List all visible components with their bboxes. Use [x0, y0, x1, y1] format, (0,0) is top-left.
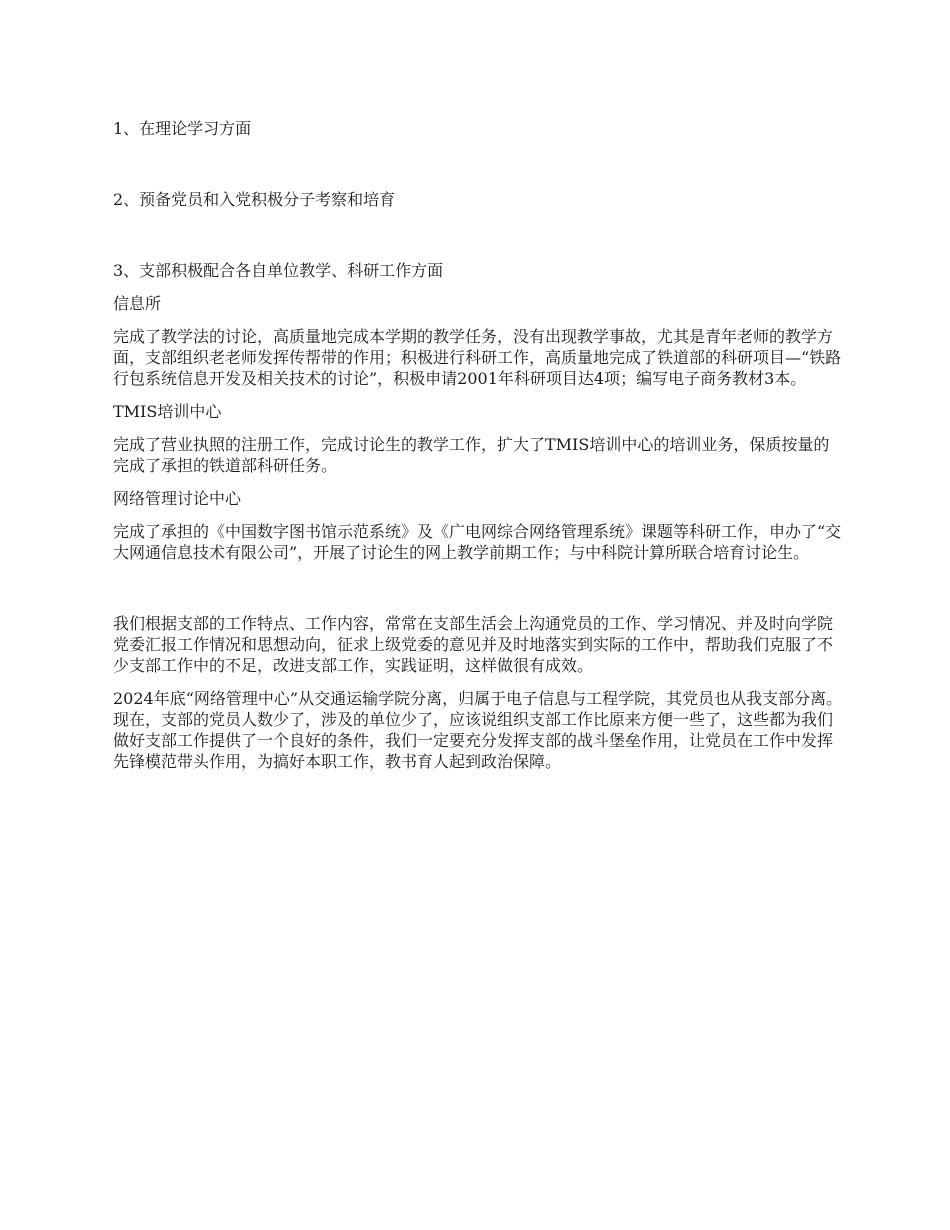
paragraph-info-institute: 完成了教学法的讨论，高质量地完成本学期的教学任务，没有出现教学事故，尤其是青年老师的教学方面，支部组织老老师发挥传帮带的作用；积极进行科研工作，高质量地完成了铁道部的科研项目—“铁路行包系统信息开发及相关技术的讨论”，积极申请2001年科研项目达4项；编写电子商务教材3本。	[113, 327, 842, 388]
paragraph-tmis-center: 完成了营业执照的注册工作，完成讨论生的教学工作，扩大了TMIS培训中心的培训业务，保质按量的完成了承担的铁道部科研任务。	[113, 435, 830, 475]
section-heading-3: 3、支部积极配合各自单位教学、科研工作方面	[113, 261, 444, 280]
section-heading-2: 2、预备党员和入党积极分子考察和培育	[113, 190, 396, 209]
paragraph-branch-work: 我们根据支部的工作特点、工作内容，常常在支部生活会上沟通党员的工作、学习情况、并及时向学院党委汇报工作情况和思想动向，征求上级党委的意见并及时地落实到实际的工作中，帮助我们克服了不少支部工作中的不足，改进支部工作，实践证明，这样做很有成效。	[113, 614, 834, 675]
document-page	[113, 118, 843, 772]
subheading-info-institute: 信息所	[113, 294, 162, 313]
paragraph-network-center: 完成了承担的《中国数字图书馆示范系统》及《广电网综合网络管理系统》课题等科研工作，申办了“交大网通信息技术有限公司”，开展了讨论生的网上教学前期工作；与中科院计算所联合培育讨论生。	[113, 522, 842, 562]
section-heading-1: 1、在理论学习方面	[113, 119, 252, 138]
paragraph-2024-change: 2024年底“网络管理中心”从交通运输学院分离，归属于电子信息与工程学院，其党员也从我支部分离。现在，支部的党员人数少了，涉及的单位少了，应该说组织支部工作比原来方便一些了，这些都为我们做好支部工作提供了一个良好的条件，我们一定要充分发挥支部的战斗堡垒作用，让党员在工作中发挥先锋模范带头作用，为搞好本职工作，教书育人起到政治保障。	[113, 689, 843, 771]
subheading-network-center: 网络管理讨论中心	[113, 489, 242, 508]
subheading-tmis-center: TMIS培训中心	[113, 402, 222, 421]
